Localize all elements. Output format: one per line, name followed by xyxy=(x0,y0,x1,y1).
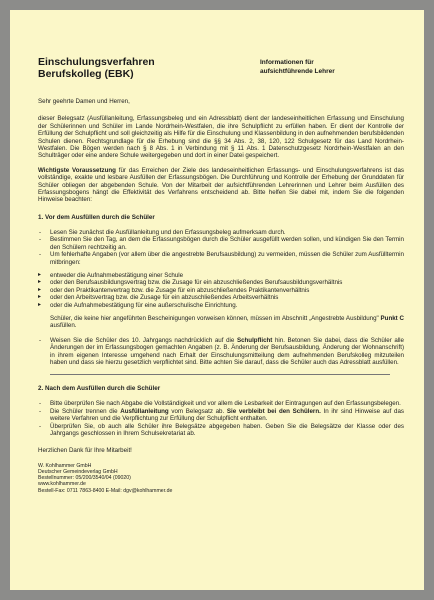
publisher-info xyxy=(38,463,404,494)
list-item: - Bestimmen Sie den Tag, an dem die Erfassungsbögen durch die Schüler ausgefüllt werden sollen, und kündigen Sie den Termin den Schülern rechtzeitig an. xyxy=(38,236,404,251)
note-after: ausfüllen. xyxy=(50,322,77,330)
bring-item: ▸ oder die Aufnahmebestätigung für eine außerschulische Einrichtung. xyxy=(38,302,404,309)
info-line-2: aufsichtführende Lehrer xyxy=(260,68,335,75)
bring-list xyxy=(38,272,404,309)
note-bold: Punkt C xyxy=(380,314,404,322)
section-1-heading: 1. Vor dem Ausfüllen durch die Schüler xyxy=(38,213,155,221)
bring-item: ▸ oder den Praktikantenvertrag bzw. die Zusage für ein abzuschließendes Praktikantenverhältnis xyxy=(38,287,404,294)
info-heading xyxy=(260,58,335,76)
section-1-list xyxy=(38,229,404,266)
note-before: Schüler, die keine hier angeführten Bescheinigungen vorweisen können, müssen im Abschnitt „Angestrebte Ausbildung" xyxy=(50,314,381,322)
requirement-paragraph xyxy=(38,167,404,204)
item-text: In ihr sind Hinweise auf das weitere Verfahren und die Verpflichtung zur Erfüllung der Schulpflicht enthalten. xyxy=(50,407,404,423)
section-2-list xyxy=(38,400,404,437)
title-line-2: Berufskolleg (EBK) xyxy=(38,68,134,80)
list-item xyxy=(38,408,404,423)
item-bold: Sie verbleibt bei den Schülern. xyxy=(226,407,321,415)
document-page xyxy=(10,10,424,590)
requirement-text: für das Erreichen der Ziele des landeseinheitlichen Erfassungs- und Einschulungsverfahrens ist das vollständige, exakte und lesbare Ausfüllen der Erfassungsbögen. Die Durchführung und Kontrolle der Erhebung der Grunddaten für Schüler obliegen der abgebenden Schule. Von der Mitarbeit der aufsichtführenden Lehrerinnen und Lehrer beim Ausfüllen des Erfassungsbogens hängt die Effektivität des Verfahrens entscheidend ab. Bitte helfen Sie dabei mit, indem Sie die folgenden Hinweise beachten: xyxy=(38,166,405,204)
divider xyxy=(50,374,390,375)
list-item xyxy=(38,337,404,367)
no-certificate-note xyxy=(38,315,404,330)
salutation: Sehr geehrte Damen und Herren, xyxy=(38,98,130,105)
list-item: - Überprüfen Sie, ob auch alle Schüler ihre Belegsätze abgegeben haben. Geben Sie die Belegsätze der Klasse oder des Jahrgangs geschlossen in Ihrem Schulsekretariat ab. xyxy=(38,423,404,438)
item-text: hin. Betonen Sie dabei, dass die Schüler alle Änderungen der im Erfassungsbogen gemachten Angaben (z. B. Änderung der Berufsausbildung, Änderung der Wohnanschrift) in ihrem eigenen Interesse umgehend nach Erhalt der Einschulungsmitteilung dem aufnehmenden Berufskolleg mitzuteilen haben und dass sie hierzu gesetzlich verpflichtet sind. Bitte achten Sie darauf, dass die Schüler auch das Adressblatt ausfüllen. xyxy=(50,336,404,366)
bring-item: ▸ oder den Berufsausbildungsvertrag bzw. die Zusage für ein abzuschließendes Berufsausbildungsverhältnis xyxy=(38,279,404,286)
publisher-line: W. Kohlhammer GmbH xyxy=(38,462,92,469)
bring-item: ▸ entweder die Aufnahmebestätigung einer Schule xyxy=(38,272,404,279)
document-header xyxy=(38,56,404,90)
item-text: Die Schüler trennen die xyxy=(50,407,121,415)
section-2-heading: 2. Nach dem Ausfüllen durch die Schüler xyxy=(38,385,161,393)
list-item: - Lesen Sie zunächst die Ausfüllanleitung und den Erfassungsbeleg aufmerksam durch. xyxy=(38,229,404,236)
list-item: - Um fehlerhafte Angaben (vor allem über die angestrebte Berufsausbildung) zu vermeiden, müssen die Schüler zum Ausfülltermin mitbringen: xyxy=(38,251,404,266)
intro-paragraph: dieser Belegsatz (Ausfüllanleitung, Erfassungsbeleg und ein Adressblatt) dient der landeseinheitlichen Erfassung und Einschulung der Schülerinnen und Schüler im Lande Nordrhein-Westfalen, die ihre Schulpflicht zu erfüllen haben. Er dient der Kontrolle der Erfüllung der Schulpflicht und soll gleichzeitig als Hilfe für die Einschulung und Klassenbildung in den aufnehmenden berufsbildenden Schulen dienen. Rechtsgrundlage für die Erhebung sind die §§ 34 Abs. 2, 38, 120, 122 Schulgesetz für das Land Nordrhein-Westfalen. Die Bögen werden nach § 8 Abs. 1 in Verbindung mit § 11 Abs. 1 Datenschutzgesetz Nordrhein-Westfalen an den Schulträger oder eine andere Schule weitergegeben und dort in einer Datei gespeichert. xyxy=(38,115,404,160)
item-text: vom Belegsatz ab. xyxy=(168,407,227,415)
publisher-line: Bestellnummer: 05/200/3540/04 (09020) xyxy=(38,475,131,482)
info-line-1: Informationen für xyxy=(260,59,314,66)
bring-item: ▸ oder den Arbeitsvertrag bzw. die Zusage für ein abzuschließendes Arbeitsverhältnis xyxy=(38,294,404,301)
publisher-line: Deutscher Gemeindeverlag GmbH xyxy=(38,469,118,476)
document-title xyxy=(38,56,404,80)
closing-thanks: Herzlichen Dank für Ihre Mitarbeit! xyxy=(38,447,132,455)
requirement-bold: Wichtigste Voraussetzung xyxy=(38,166,116,174)
item-bold: Schulpflicht xyxy=(236,336,273,344)
list-item: - Bitte überprüfen Sie nach Abgabe die Vollständigkeit und vor allem die Lesbarkeit der Eintragungen auf den Erfassungsbelegen. xyxy=(38,400,404,407)
title-line-1: Einschulungsverfahren xyxy=(38,56,155,68)
item-text: Weisen Sie die Schüler des 10. Jahrgangs nachdrücklich auf die xyxy=(50,336,237,344)
section-1-final-list xyxy=(38,337,404,367)
publisher-line: www.kohlhammer.de xyxy=(38,481,86,488)
publisher-line: Bestell-Fax: 0711 7863-8400 E-Mail: dgv@kohlhammer.de xyxy=(38,487,173,494)
item-bold: Ausfüllanleitung xyxy=(120,407,169,415)
